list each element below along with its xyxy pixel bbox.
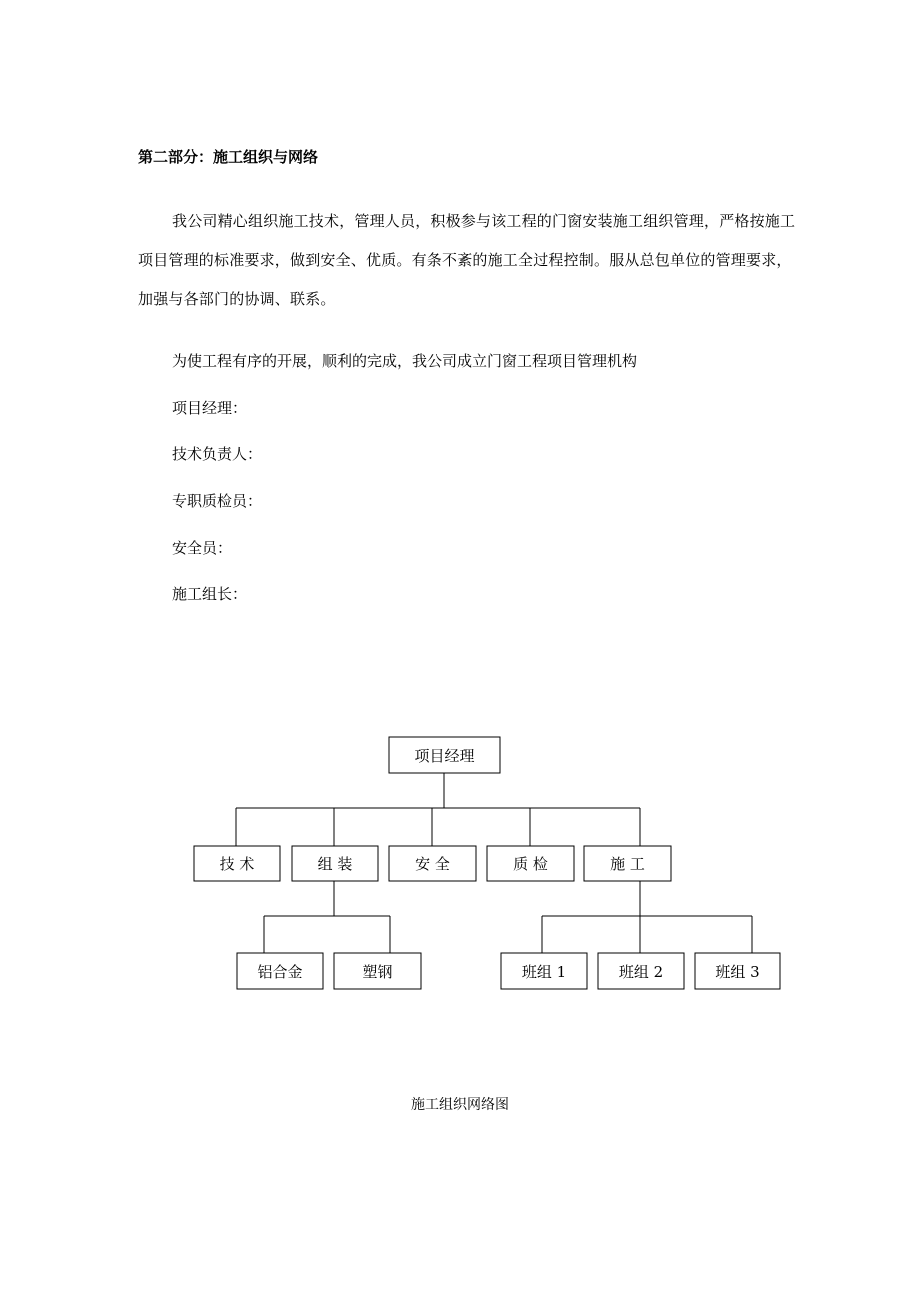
chart-caption: 施工组织网络图 <box>411 1097 509 1113</box>
node-team-2 <box>598 953 684 989</box>
node-quality-label: 质 检 <box>513 855 548 873</box>
node-team-3 <box>695 953 780 989</box>
node-team-1-label: 班组 1 <box>521 963 567 981</box>
node-team-2-label: 班组 2 <box>618 963 664 981</box>
node-plastic-steel-label: 塑钢 <box>362 963 393 981</box>
role-project-manager: 项目经理： <box>172 399 248 417</box>
role-quality-inspector: 专职质检员： <box>172 492 263 510</box>
node-quality <box>487 846 574 881</box>
node-project-manager <box>389 737 500 773</box>
purpose-paragraph: 为使工程有序的开展，顺利的完成，我公司成立门窗工程项目管理机构 <box>172 352 638 370</box>
node-construction-label: 施 工 <box>610 855 645 873</box>
node-aluminum-alloy-label: 铝合金 <box>257 963 303 981</box>
node-aluminum-alloy <box>237 953 323 989</box>
node-assembly <box>292 846 378 881</box>
intro-paragraph: 我公司精心组织施工技术，管理人员，积极参与该工程的门窗安装施工组织管理，严格按施工项目管理的标准要求，做到安全、优质。有条不紊的施工全过程控制。服从总包单位的管理要求，加强与各部门的协调、联系。 <box>138 212 796 308</box>
node-technical-label: 技 术 <box>219 855 255 873</box>
node-team-1 <box>501 953 587 989</box>
node-technical <box>194 846 280 881</box>
node-safety-label: 安 全 <box>415 855 450 873</box>
node-construction <box>584 846 671 881</box>
section-heading: 第二部分：施工组织与网络 <box>138 148 319 166</box>
node-assembly-label: 组 装 <box>317 855 353 873</box>
node-project-manager-label: 项目经理 <box>414 747 475 765</box>
node-safety <box>389 846 476 881</box>
node-team-3-label: 班组 3 <box>715 963 760 981</box>
role-technical-lead: 技术负责人： <box>172 445 263 463</box>
node-plastic-steel <box>334 953 421 989</box>
role-safety-officer: 安全员： <box>172 539 233 557</box>
role-construction-leader: 施工组长： <box>172 585 248 603</box>
